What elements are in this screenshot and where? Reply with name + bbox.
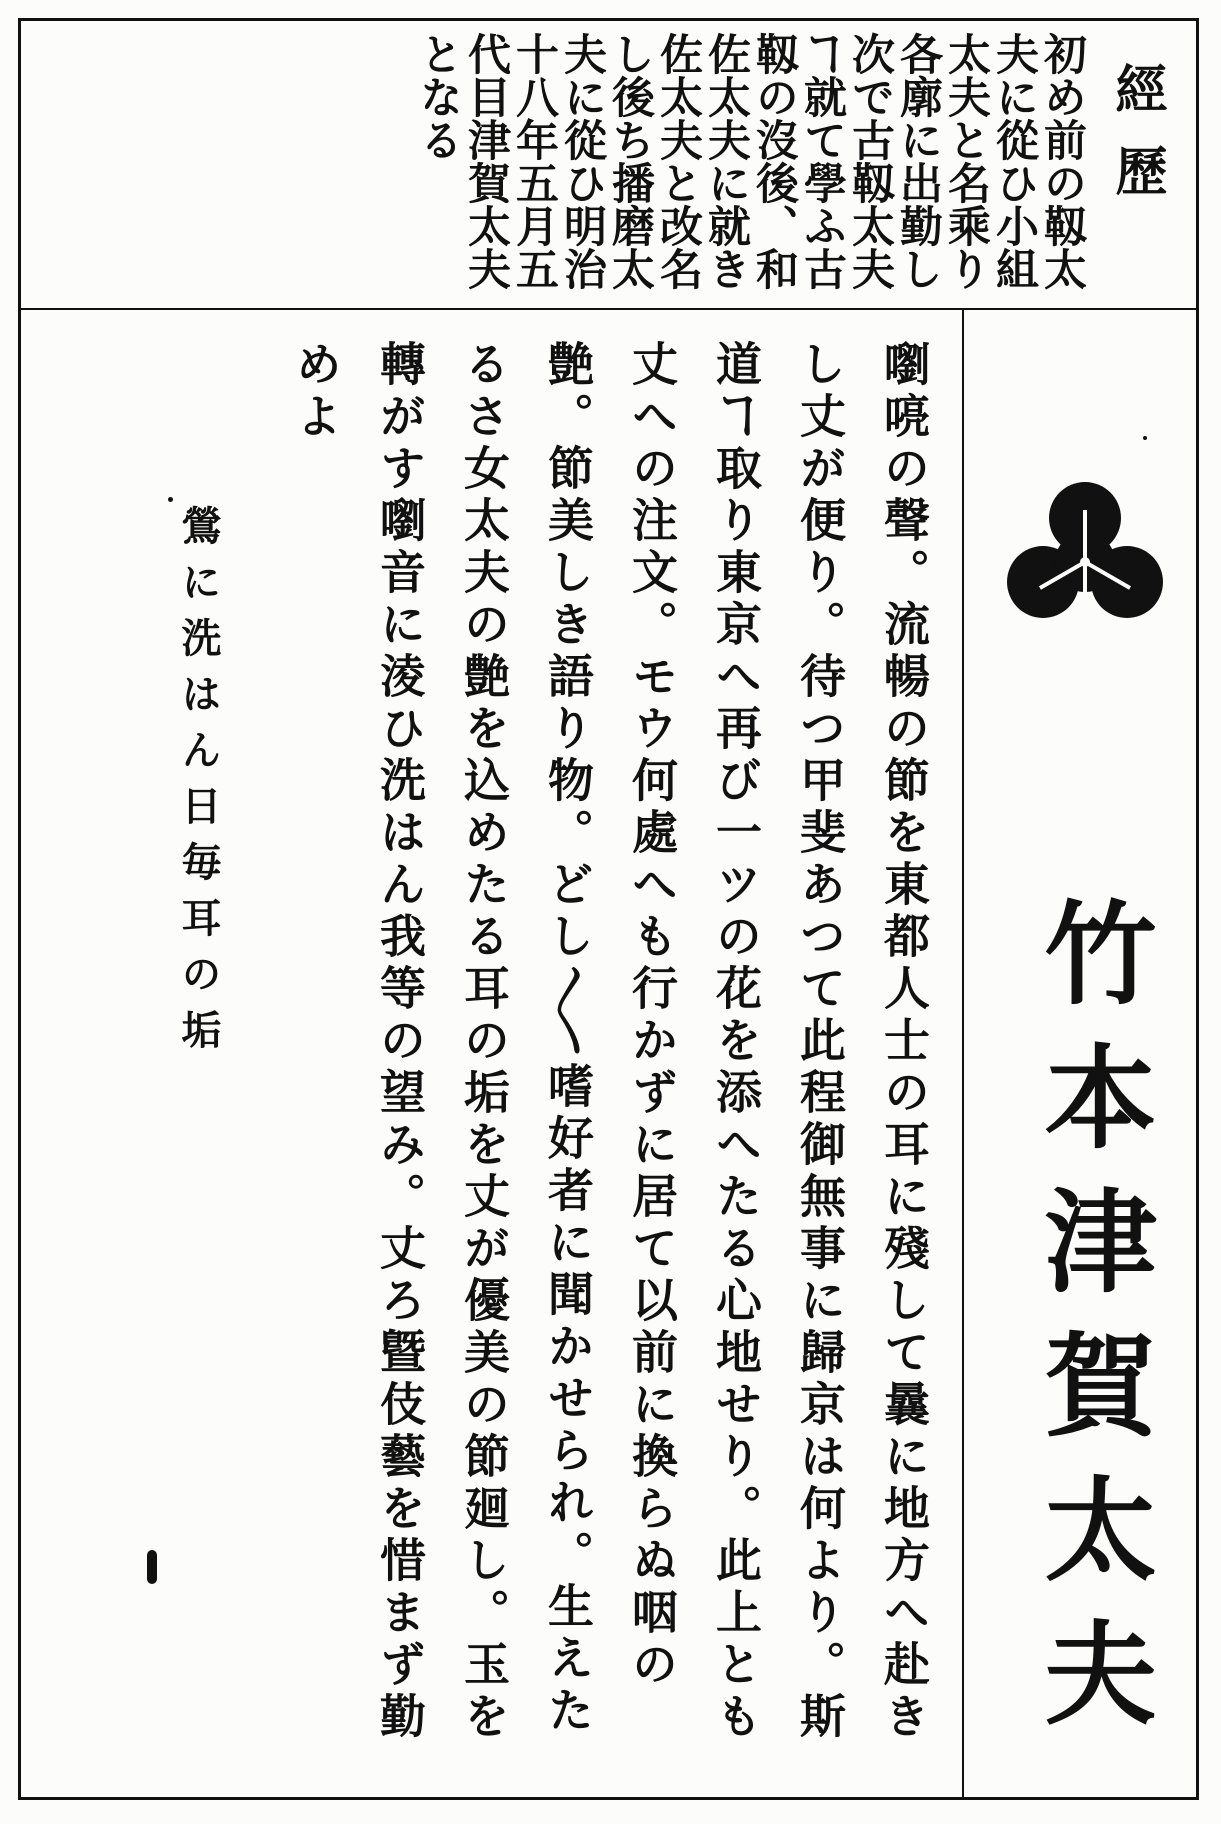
trefoil-crest-icon <box>995 470 1175 650</box>
column-divider <box>962 310 964 1800</box>
ink-dot <box>168 497 173 502</box>
ink-dot <box>1143 436 1147 440</box>
performer-name: 竹本津賀太夫 <box>1026 895 1157 1759</box>
history-label: 經歷 <box>1106 62 1167 226</box>
body-text: 嚠喨の聲。流暢の節を東都人士の耳に殘して曩に地方へ赴きし丈が便り。待つ甲斐あつて此程御無事に歸京は何より。斯道ヿ取り東京へ再び一ツの花を添へたる心地せり。此上とも丈への注文。モウ何處へも行かずに居て以前に換らぬ咽の艶。節美しき語り物。どし〳〵嗜好者に聞かせられ。生えたるさ女太夫の艶を込めたる耳の垢を丈が優美の節廻し。玉を轉がす嚠音に淩ひ洗はん我等の望み。丈ろ曁伎藝を惜まず勤めよ <box>289 340 931 1744</box>
ink-mark <box>147 1550 157 1584</box>
poem-text: 鶯に洗はん日毎耳の垢 <box>175 505 222 1065</box>
history-text: 初め前の靱太夫に從ひ小組太夫と名乘り各廓に出勤し次で古靱太夫ヿ就て學ふ古靱の沒後、和佐太夫に就き佐太夫と改名し後ち播磨太夫に從ひ明治十八年五月五代目津賀太夫となる <box>413 32 1087 290</box>
header-divider <box>18 308 1199 310</box>
